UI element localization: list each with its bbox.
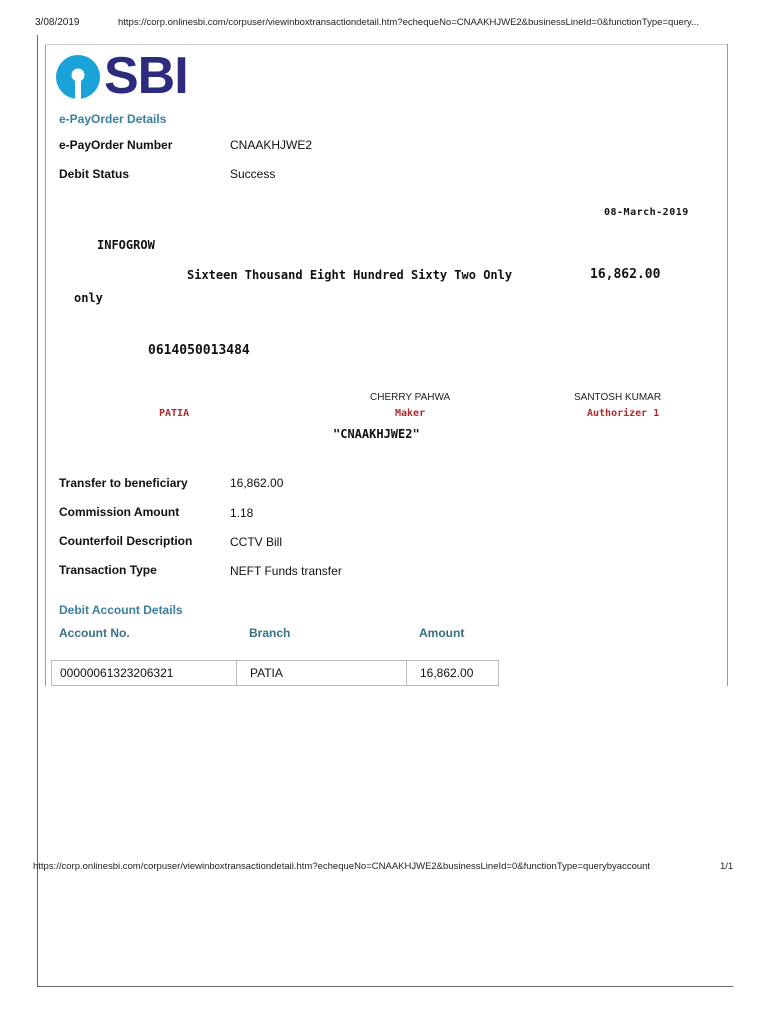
content-right-line <box>727 44 728 686</box>
epay-section-title: e-PayOrder Details <box>59 112 167 126</box>
print-date: 3/08/2019 <box>35 17 80 28</box>
col-header-branch: Branch <box>249 626 291 640</box>
maker-role: Maker <box>395 408 426 419</box>
authorizer-name: SANTOSH KUMAR <box>574 392 662 403</box>
maker-name: CHERRY PAHWA <box>370 392 451 403</box>
sbi-logo-text: SBI <box>104 47 188 105</box>
cheque-account-number: 0614050013484 <box>148 343 250 358</box>
cheque-reference: "CNAAKHJWE2" <box>333 427 420 441</box>
footer-url: https://corp.onlinesbi.com/corpuser/viewinboxtransactiondetail.htm?echequeNo=CNAAKHJWE2&businessLineId=0&functionType=querybyaccount <box>33 861 651 872</box>
transfer-label-3: Transaction Type <box>59 563 157 577</box>
cell-branch: PATIA <box>236 661 406 685</box>
transfer-label-2: Counterfoil Description <box>59 534 193 548</box>
print-url: https://corp.onlinesbi.com/corpuser/viewinboxtransactiondetail.htm?echequeNo=CNAAKHJWE2&businessLineId=0&functionType=query... <box>118 17 699 28</box>
cheque-amount-words: Sixteen Thousand Eight Hundred Sixty Two Only <box>187 268 513 282</box>
transfer-value-2: CCTV Bill <box>230 535 283 549</box>
transfer-label-1: Commission Amount <box>59 505 180 519</box>
frame-bottom-line <box>37 986 733 987</box>
transfer-value-0: 16,862.00 <box>230 476 284 490</box>
content-top-line <box>45 44 727 45</box>
cheque-amount-figure: 16,862.00 <box>590 267 661 282</box>
epay-number-value: CNAAKHJWE2 <box>230 138 313 152</box>
cell-amount: 16,862.00 <box>406 661 498 685</box>
table-row <box>51 660 499 686</box>
cell-account: 00000061323206321 <box>60 666 174 680</box>
frame-left-line <box>37 35 38 987</box>
content-left-line <box>45 44 46 686</box>
debit-status-label: Debit Status <box>59 167 130 181</box>
col-header-account: Account No. <box>59 626 130 640</box>
footer-page: 1/1 <box>720 861 734 872</box>
debit-section-title: Debit Account Details <box>59 603 183 617</box>
transfer-label-0: Transfer to beneficiary <box>59 476 188 490</box>
debit-status-value: Success <box>230 167 276 181</box>
cheque-payee: INFOGROW <box>97 238 155 252</box>
sbi-logo <box>54 47 194 105</box>
transfer-value-3: NEFT Funds transfer <box>230 564 342 578</box>
authorizer-role: Authorizer 1 <box>587 408 660 419</box>
epay-number-label: e-PayOrder Number <box>59 138 173 152</box>
cheque-amount-words-suffix: only <box>74 291 103 305</box>
cheque-branch: PATIA <box>159 408 190 419</box>
sbi-keyhole-icon <box>54 53 102 101</box>
col-header-amount: Amount <box>419 626 465 640</box>
transfer-value-1: 1.18 <box>230 506 254 520</box>
cheque-date: 08-March-2019 <box>604 207 689 218</box>
